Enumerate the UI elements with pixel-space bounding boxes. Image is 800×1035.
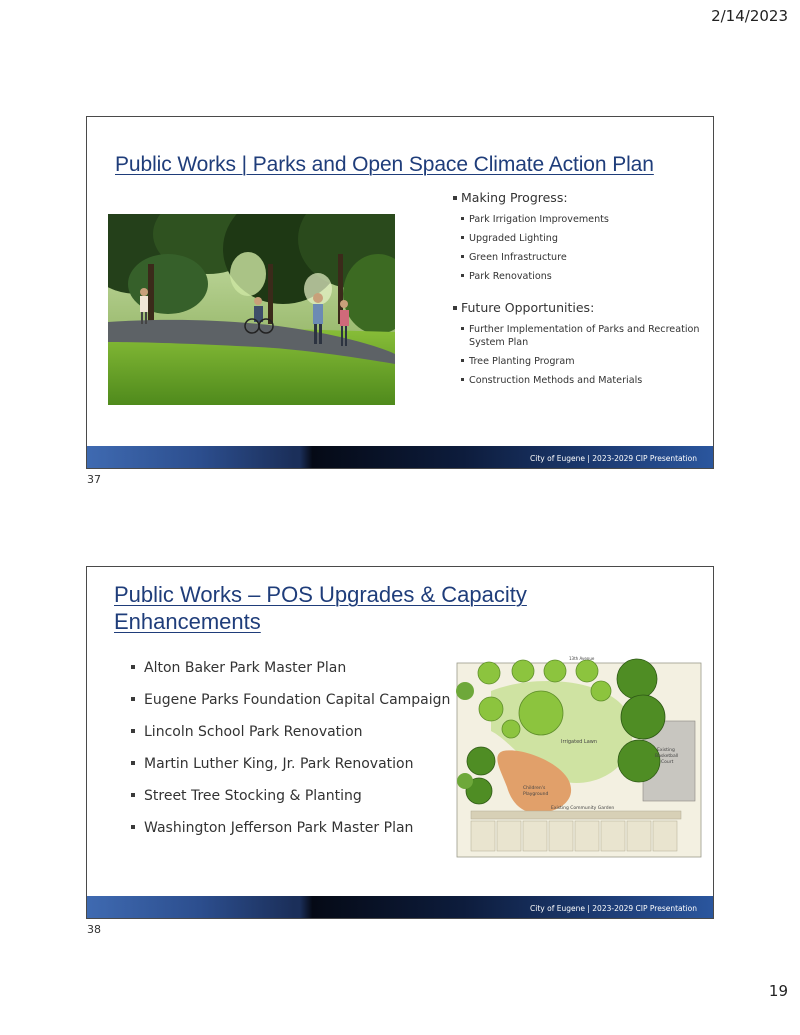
list-item: Green Infrastructure [453,251,703,264]
svg-text:13th Avenue: 13th Avenue [569,656,595,661]
list-item: Martin Luther King, Jr. Park Renovation [131,748,451,780]
bullet-list [131,652,451,844]
section-heading: Making Progress: [453,189,703,207]
park-plan-drawing [451,651,703,861]
list-item: Further Implementation of Parks and Recreation System Plan [453,323,703,349]
svg-text:Children's: Children's [523,786,546,791]
page-date: 2/14/2023 [711,7,788,25]
svg-text:Existing: Existing [657,748,675,753]
section-heading: Future Opportunities: [453,299,703,317]
list-item: Park Renovations [453,270,703,283]
list-item: Tree Planting Program [453,355,703,368]
bullet-list [453,189,703,387]
slide-footer [87,446,713,468]
svg-text:Basketball: Basketball [655,754,679,759]
slide-footer [87,896,713,918]
slide-38 [86,566,714,919]
svg-text:Court: Court [661,760,674,765]
footer-text: City of Eugene | 2023-2029 CIP Presentation [530,904,697,913]
list-item: Lincoln School Park Renovation [131,716,451,748]
slide-number: 37 [87,473,101,486]
footer-text: City of Eugene | 2023-2029 CIP Presentation [530,454,697,463]
svg-text:Existing Community Garden: Existing Community Garden [551,806,615,811]
list-item: Alton Baker Park Master Plan [131,652,451,684]
slide-37 [86,116,714,469]
list-item: Eugene Parks Foundation Capital Campaign [131,684,451,716]
list-item: Washington Jefferson Park Master Plan [131,812,451,844]
park-photo [108,214,395,405]
svg-text:Irrigated Lawn: Irrigated Lawn [561,739,598,745]
list-item: Park Irrigation Improvements [453,213,703,226]
slide-title: Public Works – POS Upgrades & Capacity Enhancements [114,582,527,634]
list-item: Construction Methods and Materials [453,374,703,387]
list-item: Upgraded Lighting [453,232,703,245]
slide-number: 38 [87,923,101,936]
slide-title: Public Works | Parks and Open Space Climate Action Plan [115,153,654,176]
list-item: Street Tree Stocking & Planting [131,780,451,812]
page-number: 19 [768,982,788,1000]
svg-text:Playground: Playground [523,792,549,797]
